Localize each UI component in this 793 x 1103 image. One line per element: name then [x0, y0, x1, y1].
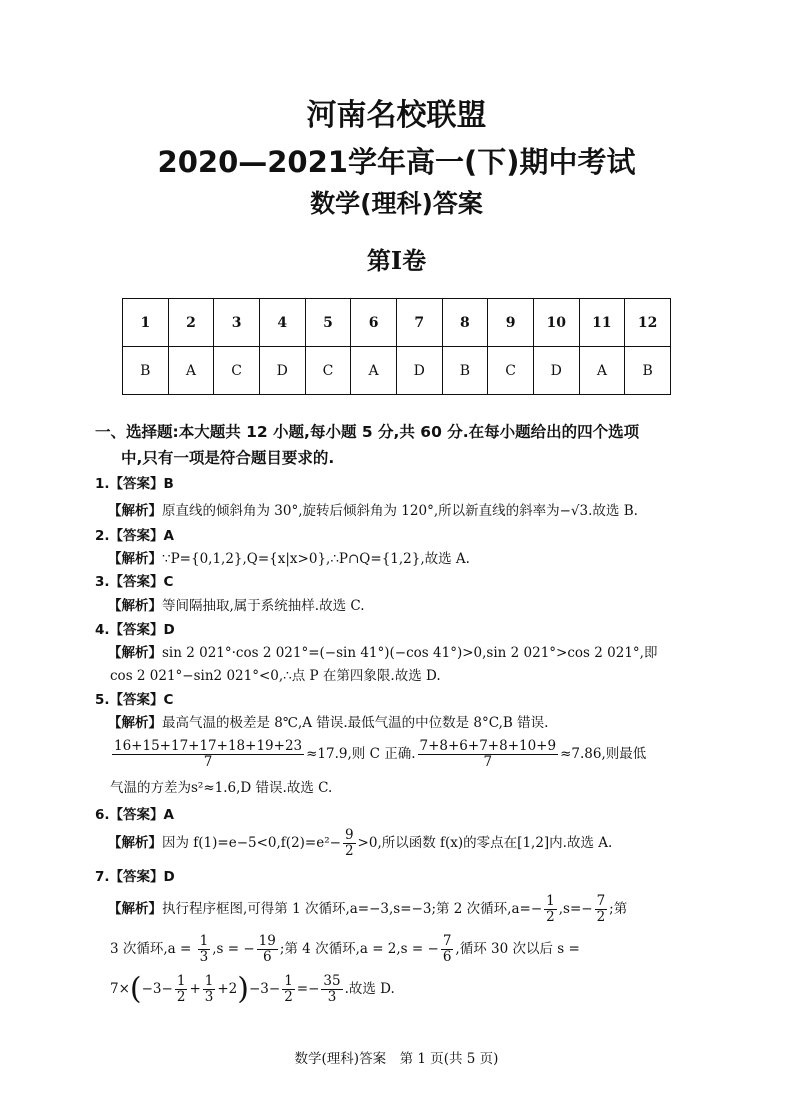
question-number: 10 [533, 299, 579, 347]
header-school: 河南名校联盟 [306, 98, 487, 133]
q1-answer: 1.【答案】B [95, 476, 174, 492]
question-number: 4 [259, 299, 305, 347]
section-heading-line1: 一、选择题:本大题共 12 小题,每小题 5 分,共 60 分.在每小题给出的四个选项 [95, 423, 640, 441]
q2-answer: 2.【答案】A [95, 528, 174, 544]
answer-table-answer-row [123, 347, 671, 395]
q3-analysis [108, 597, 365, 615]
q6-answer: 6.【答案】A [95, 807, 174, 823]
q5-fraction-1: $\frac{16+15+17+17+18+19+23}{7}$ [114, 738, 303, 770]
answer-letter: D [259, 347, 305, 395]
analysis-tag: 【解析】 [108, 901, 162, 917]
q1-analysis-text: 原直线的倾斜角为 30°,旋转后倾斜角为 120°,所以新直线的斜率为−√3.故选 B. [162, 503, 638, 519]
question-number: 3 [214, 299, 260, 347]
question-number: 11 [579, 299, 625, 347]
question-number: 9 [488, 299, 534, 347]
q4-answer: 4.【答案】D [95, 622, 175, 638]
analysis-tag: 【解析】 [108, 551, 162, 567]
analysis-tag: 【解析】 [108, 598, 162, 614]
q4-analysis-line1 [108, 644, 657, 662]
answer-letter: C [305, 347, 351, 395]
analysis-tag: 【解析】 [108, 715, 162, 731]
header-subject: 数学(理科)答案 [310, 189, 483, 218]
analysis-tag: 【解析】 [108, 503, 162, 519]
header-part: 第Ⅰ卷 [366, 246, 427, 275]
q7-answer: 7.【答案】D [95, 869, 175, 885]
question-number: 7 [396, 299, 442, 347]
answer-letter: B [123, 347, 169, 395]
answer-letter: B [625, 347, 671, 395]
question-number: 1 [123, 299, 169, 347]
answer-table-number-row [123, 299, 671, 347]
page-footer: 数学(理科)答案 第 1 页(共 5 页) [294, 1051, 499, 1067]
q4-analysis-text1: sin 2 021°·cos 2 021°=(−sin 41°)(−cos 41°)>0,sin 2 021°>cos 2 021°,即 [162, 645, 658, 661]
q3-answer: 3.【答案】C [95, 574, 174, 590]
q5-analysis-line3: 气温的方差为s²≈1.6,D 错误.故选 C. [110, 780, 333, 796]
answer-letter: B [442, 347, 488, 395]
header-exam: 2020—2021学年高一(下)期中考试 [157, 145, 636, 179]
q7-analysis-line3: 7×(−3− $\frac{1}{2}$ + $\frac{1}{3}$ +2)−3− $\frac{1}{2}$ =− $\frac{35}{3}$ .故选 D. [110, 971, 395, 1007]
analysis-tag: 【解析】 [108, 645, 162, 661]
answer-table [122, 298, 671, 395]
q2-analysis-text: ∵P={0,1,2},Q={x|x>0},∴P∩Q={1,2},故选 A. [162, 551, 470, 567]
answer-letter: C [214, 347, 260, 395]
answer-letter: D [396, 347, 442, 395]
question-number: 5 [305, 299, 351, 347]
q6-fraction: $\frac{9}{2}$ [344, 827, 354, 859]
question-number: 8 [442, 299, 488, 347]
answer-letter: A [351, 347, 397, 395]
q2-analysis [108, 550, 470, 568]
question-number: 6 [351, 299, 397, 347]
q5-answer: 5.【答案】C [95, 692, 174, 708]
question-number: 12 [625, 299, 671, 347]
q6-analysis: 【解析】因为 f(1)=e−5<0,f(2)=e²− $\frac{9}{2}$ >0,所以函数 f(x)的零点在[1,2]内.故选 A. [108, 827, 613, 859]
analysis-tag: 【解析】 [108, 835, 162, 851]
q7-analysis-line2: 3 次循环,a = $\frac{1}{3}$ ,s = − $\frac{19}{6}$ ;第 4 次循环,a = 2,s = − $\frac{7}{6}$ ,循环 30 次以后 s = [110, 933, 580, 965]
q4-analysis-line2: cos 2 021°−sin2 021°<0,∴点 P 在第四象限.故选 D. [110, 668, 441, 684]
answer-letter: C [488, 347, 534, 395]
answer-letter: A [168, 347, 214, 395]
q5-fraction-2: $\frac{7+8+6+7+8+10+9}{7}$ [419, 738, 557, 770]
answer-letter: D [533, 347, 579, 395]
q5-analysis-text1: 最高气温的极差是 8℃,A 错误.最低气温的中位数是 8°C,B 错误. [162, 715, 549, 731]
q1-analysis [108, 502, 638, 520]
q5-analysis-line1 [108, 714, 548, 732]
question-number: 2 [168, 299, 214, 347]
section-heading-line2: 中,只有一项是符合题目要求的. [121, 449, 335, 467]
answer-letter: A [579, 347, 625, 395]
q7-analysis-line1: 【解析】执行程序框图,可得第 1 次循环,a=−3,s=−3;第 2 次循环,a=− $\frac{1}{2}$ ,s=− $\frac{7}{2}$ ;第 [108, 893, 628, 925]
q5-analysis-line2: $\frac{16+15+17+17+18+19+23}{7}$ ≈17.9,则 C 正确. $\frac{7+8+6+7+8+10+9}{7}$ ≈7.86,则最低 [114, 738, 647, 770]
q3-analysis-text: 等间隔抽取,属于系统抽样.故选 C. [162, 598, 365, 614]
